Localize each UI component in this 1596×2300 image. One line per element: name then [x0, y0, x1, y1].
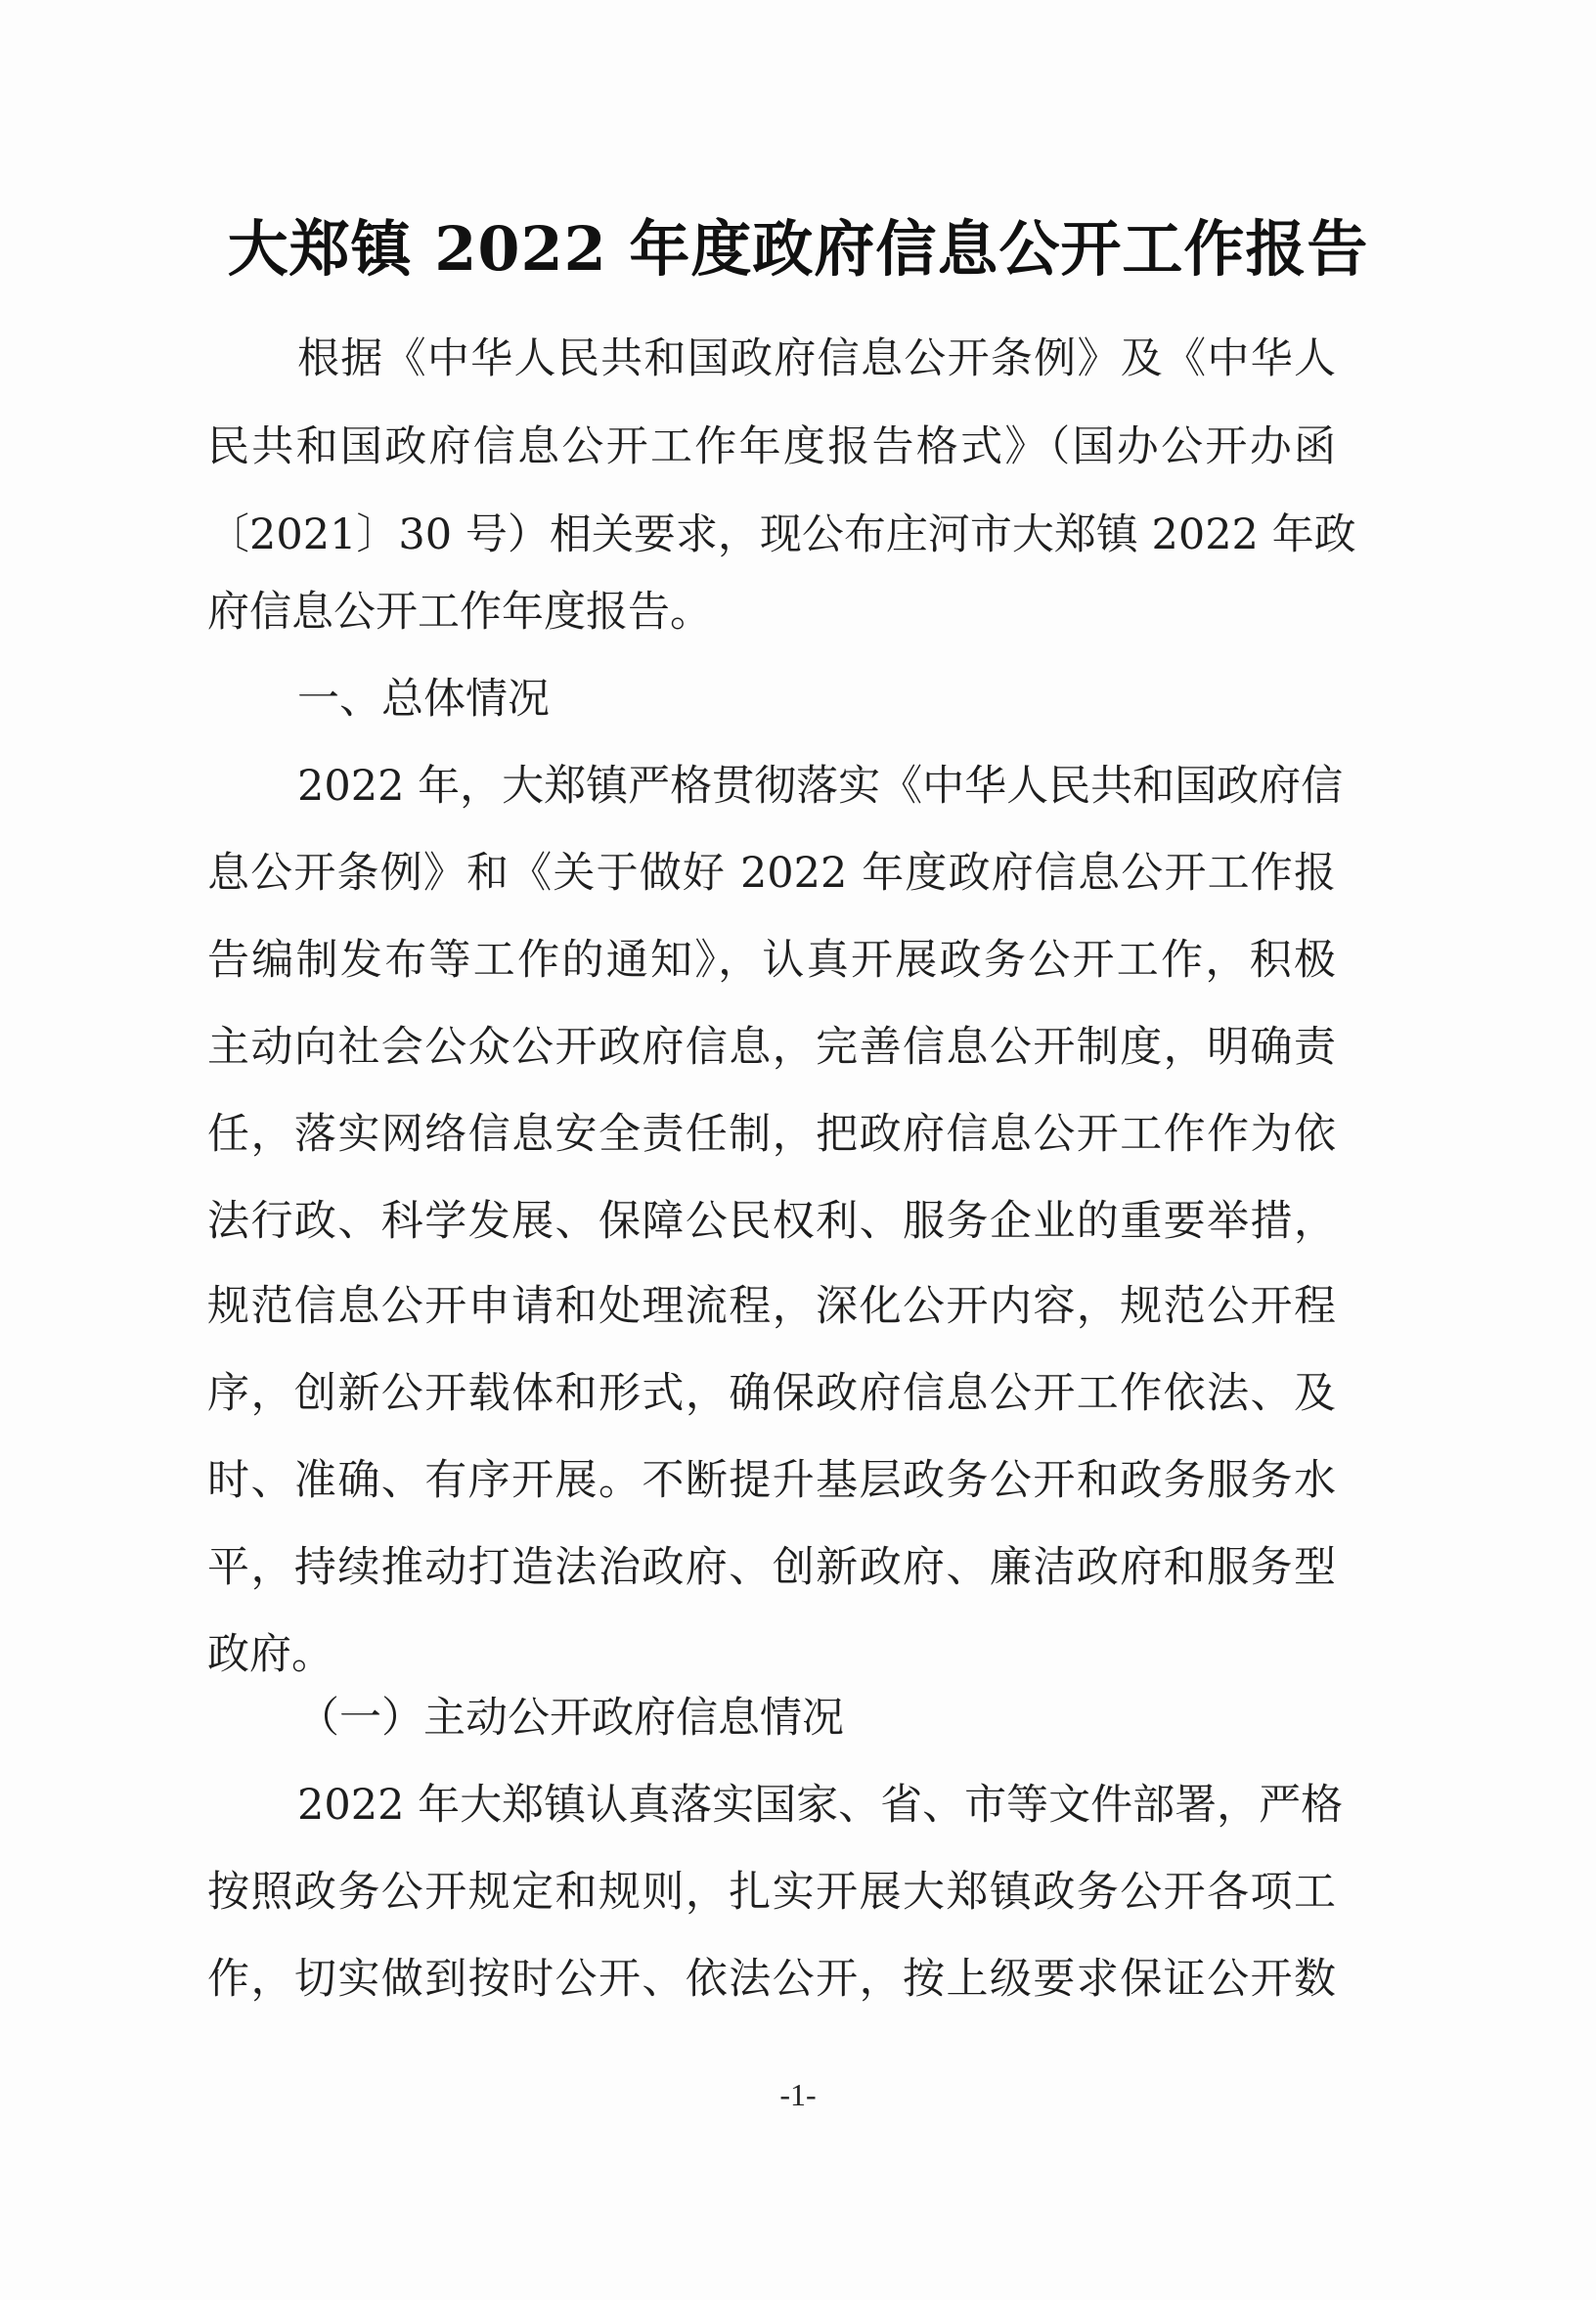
paragraph-line: 任，落实网络信息安全责任制，把政府信息公开工作作为依: [207, 1110, 1336, 1159]
paragraph-line: 按照政务公开规定和规则，扎实开展大郑镇政务公开各项工: [207, 1868, 1336, 1917]
paragraph-line: 时、准确、有序开展。不断提升基层政务公开和政务服务水: [207, 1456, 1336, 1505]
paragraph-line: 平，持续推动打造法治政府、创新政府、廉洁政府和服务型: [207, 1543, 1336, 1592]
paragraph-line: 法行政、科学发展、保障公民权利、服务企业的重要举措，: [207, 1197, 1336, 1246]
paragraph-line: 作，切实做到按时公开、依法公开，按上级要求保证公开数: [207, 1955, 1336, 2004]
subsection-heading: （一）主动公开政府信息情况: [297, 1694, 844, 1743]
paragraph-line: 2022 年大郑镇认真落实国家、省、市等文件部署，严格: [297, 1781, 1344, 1830]
intro-line: 府信息公开工作年度报告。: [207, 588, 712, 637]
intro-line: 〔2021〕30 号）相关要求，现公布庄河市大郑镇 2022 年政: [207, 510, 1356, 559]
page-title: 大郑镇 2022 年度政府信息公开工作报告: [227, 213, 1369, 285]
paragraph-line: 告编制发布等工作的通知》，认真开展政务公开工作，积极: [207, 936, 1336, 985]
paragraph-line: 息公开条例》和《关于做好 2022 年度政府信息公开工作报: [207, 849, 1336, 898]
intro-line: 根据《中华人民共和国政府信息公开条例》及《中华人: [297, 334, 1336, 383]
paragraph-line: 序，创新公开载体和形式，确保政府信息公开工作依法、及: [207, 1369, 1336, 1418]
paragraph-line: 2022 年，大郑镇严格贯彻落实《中华人民共和国政府信: [297, 762, 1344, 811]
page-number: -1-: [779, 2077, 817, 2112]
section-heading: 一、总体情况: [297, 675, 550, 724]
paragraph-line: 政府。: [207, 1630, 333, 1679]
intro-line: 民共和国政府信息公开工作年度报告格式》（国办公开办函: [207, 422, 1336, 471]
paragraph-line: 主动向社会公众公开政府信息，完善信息公开制度，明确责: [207, 1023, 1336, 1072]
paragraph-line: 规范信息公开申请和处理流程，深化公开内容，规范公开程: [207, 1282, 1336, 1331]
